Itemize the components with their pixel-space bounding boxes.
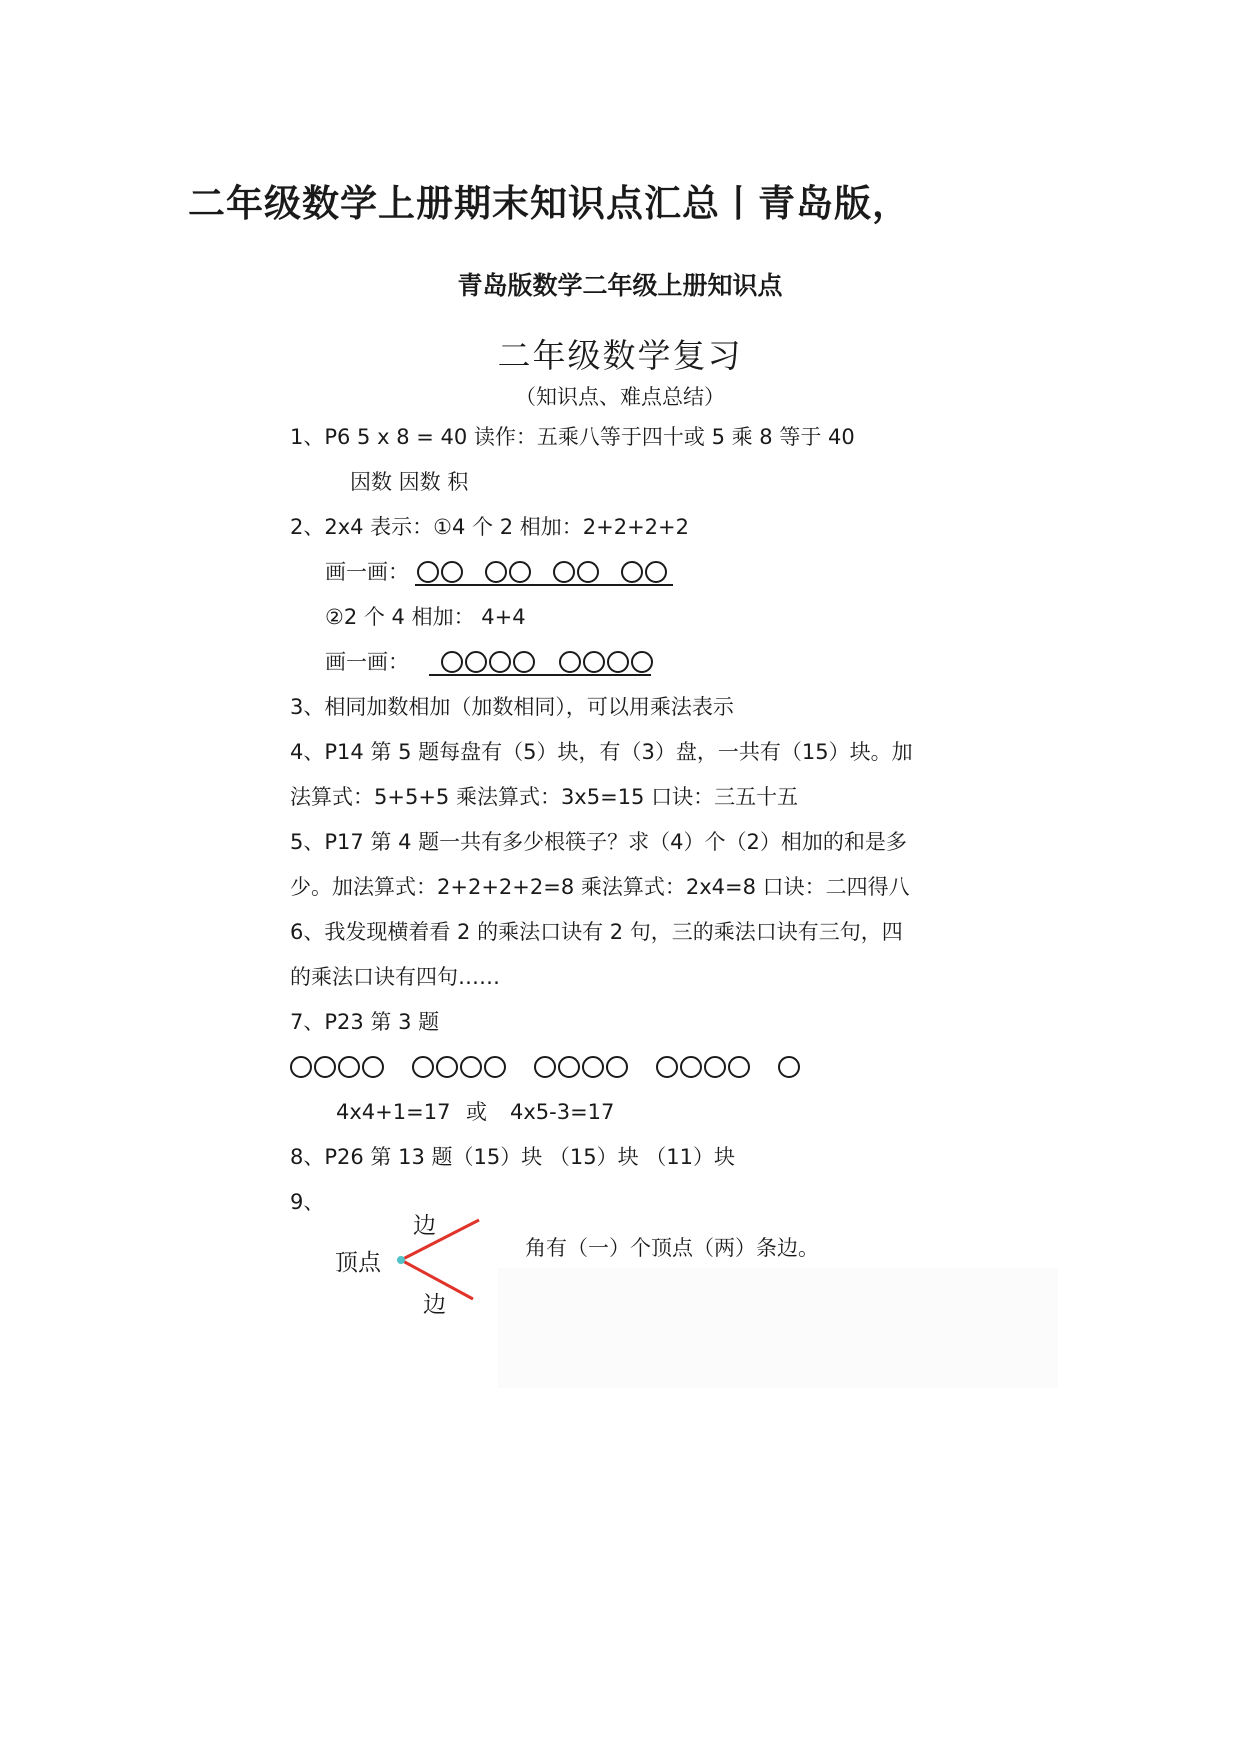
circle-icon	[509, 561, 531, 583]
edge-bottom-label: 边	[423, 1292, 446, 1318]
circle-groups-17	[290, 1052, 802, 1082]
item-9: 9、	[290, 1190, 325, 1214]
circle-icon	[728, 1056, 750, 1078]
circle-icon	[290, 1056, 312, 1078]
item-2b-draw-row	[325, 647, 785, 677]
item-2-draw-row	[325, 557, 785, 587]
review-subtitle: （知识点、难点总结）	[515, 385, 725, 409]
circle-group	[412, 1056, 508, 1078]
circle-icon	[460, 1056, 482, 1078]
vertex-label: 顶点	[335, 1250, 381, 1276]
item-3: 3、相同加数相加（加数相同），可以用乘法表示	[290, 695, 734, 719]
circle-group	[534, 1056, 630, 1078]
item-7-formula-a: 4x4+1=17	[336, 1100, 451, 1124]
circle-icon	[362, 1056, 384, 1078]
circle-groups-4x2	[441, 647, 655, 677]
circle-group	[778, 1056, 802, 1078]
circle-icon	[314, 1056, 336, 1078]
circle-group	[656, 1056, 752, 1078]
item-4: 4、P14 第 5 题每盘有（5）块，有（3）盘，一共有（15）块。加	[290, 740, 913, 764]
circle-icon	[534, 1056, 556, 1078]
circle-icon	[436, 1056, 458, 1078]
circle-icon	[621, 561, 643, 583]
circle-icon	[680, 1056, 702, 1078]
circle-icon	[513, 651, 535, 673]
item-6: 6、我发现横着看 2 的乘法口诀有 2 句，三的乘法口诀有三句，四	[290, 920, 903, 944]
circle-group	[441, 651, 537, 673]
item-2b: ②2 个 4 相加： 4+4	[325, 605, 526, 629]
circle-icon	[577, 561, 599, 583]
circle-icon	[484, 1056, 506, 1078]
circle-icon	[778, 1056, 800, 1078]
item-5: 5、P17 第 4 题一共有多少根筷子？求（4）个（2）相加的和是多	[290, 830, 907, 854]
circle-icon	[485, 561, 507, 583]
item-7-or: 或	[466, 1100, 487, 1124]
circle-icon	[412, 1056, 434, 1078]
circle-icon	[656, 1056, 678, 1078]
angle-vertex-dot	[397, 1256, 405, 1264]
circle-icon	[607, 651, 629, 673]
circle-icon	[559, 651, 581, 673]
item-7-formula-b: 4x5-3=17	[510, 1100, 615, 1124]
circle-icon	[441, 561, 463, 583]
circle-group	[485, 561, 533, 583]
item-2b-draw-label: 画一画：	[325, 650, 409, 674]
angle-diagram	[335, 1212, 495, 1322]
circle-icon	[582, 1056, 604, 1078]
item-7-circles-row	[290, 1052, 810, 1082]
page-title: 二年级数学上册期末知识点汇总丨青岛版，	[188, 182, 910, 225]
item-5-cont: 少。加法算式：2+2+2+2=8 乘法算式：2x4=8 口诀：二四得八	[290, 875, 910, 899]
circle-icon	[489, 651, 511, 673]
circle-group	[559, 651, 655, 673]
circle-icon	[583, 651, 605, 673]
underline	[415, 584, 673, 586]
circle-icon	[606, 1056, 628, 1078]
circle-icon	[631, 651, 653, 673]
circle-group	[553, 561, 601, 583]
item-2: 2、2x4 表示：①4 个 2 相加：2+2+2+2	[290, 515, 689, 539]
figure-background	[498, 1268, 1058, 1388]
edge-top-label: 边	[413, 1213, 436, 1239]
item-7: 7、P23 第 3 题	[290, 1010, 440, 1034]
item-8: 8、P26 第 13 题（15）块 （15）块 （11）块	[290, 1145, 736, 1169]
circle-icon	[465, 651, 487, 673]
angle-caption: 角有（一）个顶点（两）条边。	[525, 1236, 819, 1260]
page-subtitle: 青岛版数学二年级上册知识点	[457, 271, 783, 300]
circle-icon	[645, 561, 667, 583]
item-1-terms: 因数 因数 积	[350, 470, 469, 494]
circle-icon	[338, 1056, 360, 1078]
circle-group	[417, 561, 465, 583]
circle-groups-2x4	[417, 557, 669, 587]
item-2-draw-label: 画一画：	[325, 560, 409, 584]
item-4-cont: 法算式：5+5+5 乘法算式：3x5=15 口诀：三五十五	[290, 785, 799, 809]
circle-icon	[558, 1056, 580, 1078]
item-1: 1、P6 5 x 8 = 40 读作：五乘八等于四十或 5 乘 8 等于 40	[290, 425, 855, 449]
underline	[429, 674, 651, 676]
circle-group	[290, 1056, 386, 1078]
circle-icon	[441, 651, 463, 673]
circle-icon	[417, 561, 439, 583]
circle-group	[621, 561, 669, 583]
circle-icon	[704, 1056, 726, 1078]
circle-icon	[553, 561, 575, 583]
item-6-cont: 的乘法口诀有四句……	[290, 965, 500, 989]
review-title: 二年级数学复习	[497, 336, 743, 375]
